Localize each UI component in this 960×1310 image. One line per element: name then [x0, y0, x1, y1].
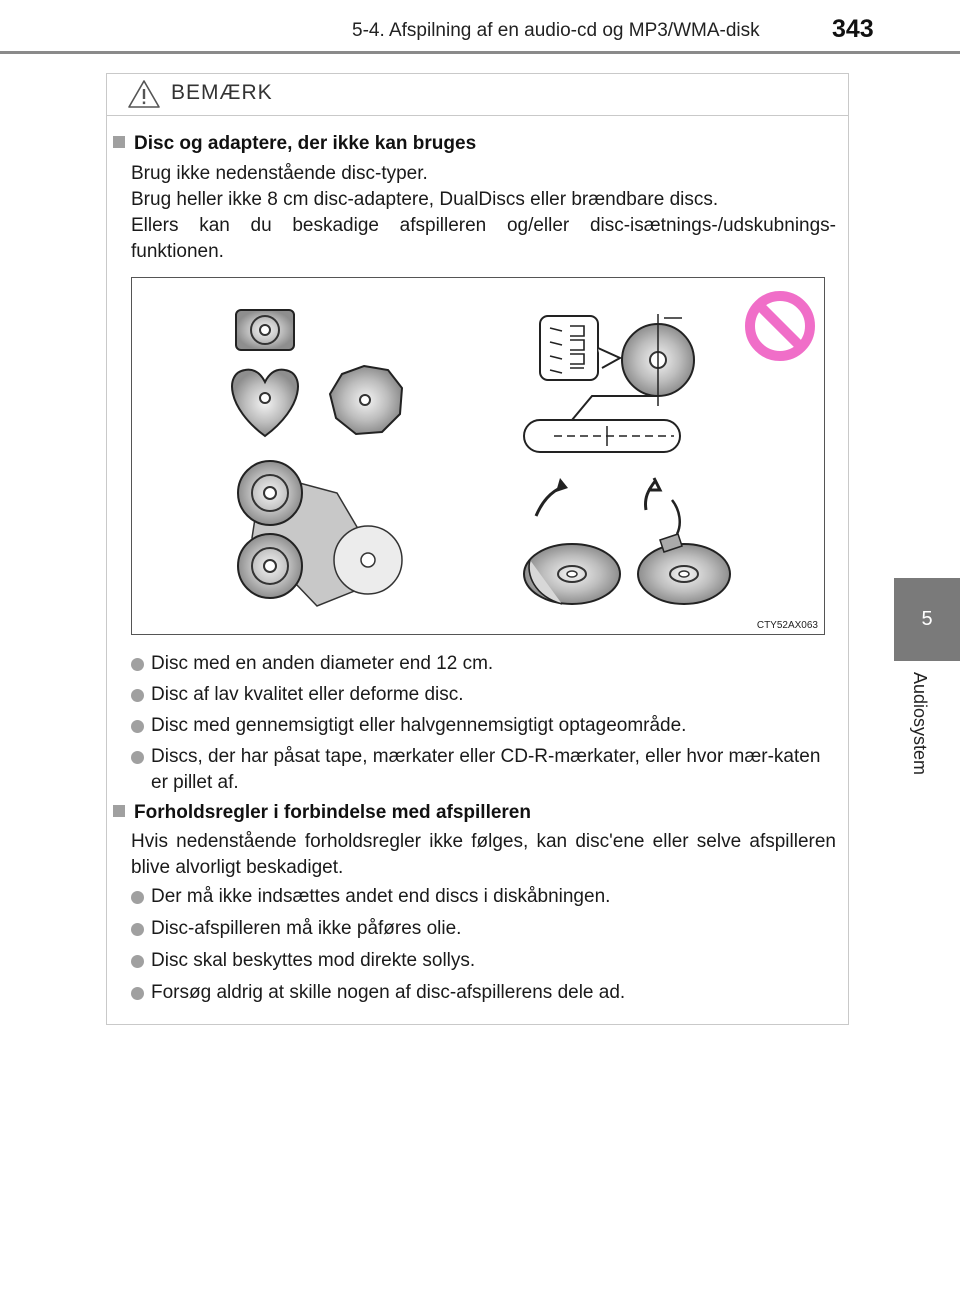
heart-disc-icon	[232, 370, 298, 436]
square-bullet-icon	[113, 805, 125, 817]
section-heading-text: Disc og adaptere, der ikke kan bruges	[134, 133, 477, 154]
section-heading-text: Forholdsregler i forbindelse med afspilleren	[134, 802, 531, 823]
section-heading-player-precautions	[113, 802, 833, 824]
paragraph: Hvis nedenstående forholdsregler ikke følges, kan disc'ene eller selve afspilleren blive alvorligt beskadiget.	[131, 831, 836, 878]
header-rule	[0, 51, 960, 54]
bullet-dot-icon	[131, 987, 144, 1000]
chapter-label: Audiosystem	[910, 672, 930, 776]
square-bullet-icon	[113, 136, 125, 148]
bullet-dot-icon	[131, 955, 144, 968]
note-label: BEMÆRK	[171, 81, 273, 104]
page-number: 343	[832, 15, 874, 43]
list-item-text: Disc med gennemsigtigt eller halvgennemsigtigt optageområde.	[151, 715, 687, 736]
bullet-dot-icon	[131, 923, 144, 936]
discs-illustration	[132, 278, 824, 634]
deformed-disc-icon	[524, 314, 694, 452]
list-item-text: Forsøg aldrig at skille nogen af disc-afspillerens dele ad.	[151, 982, 626, 1003]
section-heading-unusable-discs	[113, 133, 833, 155]
list-item-text: Discs, der har påsat tape, mærkater eller CD-R-mærkater, eller hvor mær-katen er pillet af.	[151, 746, 821, 793]
paragraph-line: Ellers kan du beskadige afspilleren og/eller disc-isætnings-/udskubnings-funktionen.	[131, 215, 836, 262]
note-box	[106, 73, 849, 1025]
list-item	[131, 651, 841, 677]
paragraph-line: Brug ikke nedenstående disc-typer.	[131, 163, 428, 184]
warning-triangle-icon	[127, 79, 161, 109]
bullet-dot-icon	[131, 689, 144, 702]
peeled-label-disc-icon	[638, 478, 730, 604]
list-item-text: Disc skal beskyttes mod direkte sollys.	[151, 950, 476, 971]
list-item	[131, 744, 841, 796]
list-item	[131, 916, 841, 942]
figure-code: CTY52AX063	[756, 620, 818, 631]
bullet-dot-icon	[131, 658, 144, 671]
list-item-text: Disc af lav kvalitet eller deforme disc.	[151, 684, 464, 705]
unusable-discs-figure	[131, 277, 825, 635]
list-item-text: Der må ikke indsættes andet end discs i diskåbningen.	[151, 886, 611, 907]
section-title: 5-4. Afspilning af en audio-cd og MP3/WMA-disk	[352, 20, 760, 41]
list-item-text: Disc-afspilleren må ikke påføres olie.	[151, 918, 462, 939]
chapter-number: 5	[921, 608, 933, 630]
note-header	[107, 74, 848, 116]
chapter-tab[interactable]	[894, 578, 960, 661]
disc-adapter-icon	[238, 461, 402, 606]
bullet-dot-icon	[131, 891, 144, 904]
list-item	[131, 948, 841, 974]
bullet-dot-icon	[131, 751, 144, 764]
square-disc-icon	[236, 310, 294, 350]
paragraph-line: Brug heller ikke 8 cm disc-adaptere, DualDiscs eller brændbare discs.	[131, 189, 719, 210]
list-item-text: Disc med en anden diameter end 12 cm.	[151, 653, 494, 674]
list-item	[131, 884, 841, 910]
prohibited-sign-icon	[750, 296, 810, 356]
polygon-disc-icon	[330, 366, 402, 434]
list-item	[131, 980, 841, 1006]
list-item	[131, 682, 841, 708]
bullet-dot-icon	[131, 720, 144, 733]
taped-disc-icon	[524, 478, 620, 604]
list-item	[131, 713, 841, 739]
